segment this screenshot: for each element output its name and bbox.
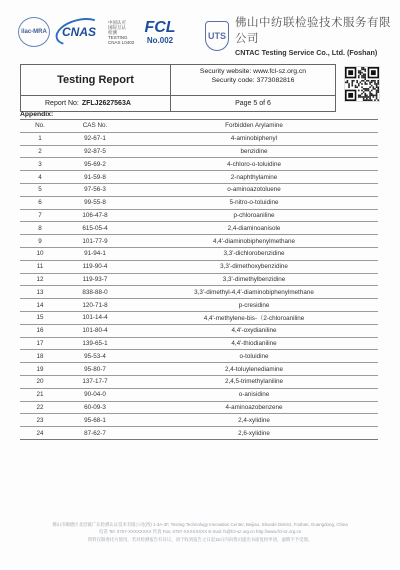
row-number: 18	[20, 350, 60, 363]
cas-number: 101-77-9	[60, 235, 130, 248]
row-number: 8	[20, 222, 60, 235]
table-row	[20, 401, 378, 414]
table-row	[20, 324, 378, 337]
footer-address: 佛山市顺德区北滘镇广东检测认证技术有限公司(西) 1-3A-3F, Testing Technology Innovation Center, Beijiao, Shunde District, Foshan, Guangdong, China	[52, 522, 348, 527]
cas-number: 60-09-3	[60, 401, 130, 414]
table-row	[20, 183, 378, 196]
cas-number: 95-68-1	[60, 414, 130, 427]
cas-number: 87-62-7	[60, 427, 130, 440]
appendix-label: Appendix:	[20, 111, 54, 118]
row-number: 16	[20, 324, 60, 337]
row-number: 9	[20, 235, 60, 248]
cas-number: 119-90-4	[60, 260, 130, 273]
company-name-block	[235, 14, 400, 57]
brand-mark-text: UTS	[208, 30, 226, 41]
table-row	[20, 222, 378, 235]
cas-number: 90-04-0	[60, 388, 130, 401]
row-number: 7	[20, 209, 60, 222]
arylamine-name: 4-aminoazobenzene	[130, 401, 378, 414]
footer-notice: 资料仅限委托方使用，若对检测报告有异议，请于收到报告之日起15日内向我司提出书面复检申请，逾期不予受理。	[87, 537, 313, 542]
row-number: 17	[20, 337, 60, 350]
report-number-label: Report No:	[45, 100, 79, 107]
ilac-mra-logo	[18, 17, 50, 47]
table-row	[20, 414, 378, 427]
arylamine-name: 2,4-toluylenediamine	[130, 363, 378, 376]
table-row	[20, 260, 378, 273]
arylamine-name: o-aminoazotoluene	[130, 183, 378, 196]
arylamine-name: 2,4-diaminoanisole	[130, 222, 378, 235]
arylamine-name: 3,3'-dimethoxybenzidine	[130, 260, 378, 273]
page-indicator: Page 5 of 6	[235, 100, 271, 107]
arylamine-name: 4,4'-oxydianiline	[130, 324, 378, 337]
table-row	[20, 273, 378, 286]
table-row	[20, 427, 378, 440]
cas-number: 106-47-8	[60, 209, 130, 222]
row-number: 15	[20, 311, 60, 324]
table-row	[20, 235, 378, 248]
arylamine-name: benzidine	[130, 145, 378, 158]
row-number: 23	[20, 414, 60, 427]
report-number	[21, 96, 171, 111]
arylamine-name: 4,4'-methylene-bis-（2-chloroaniline	[130, 311, 378, 324]
col-header-no: No.	[20, 120, 60, 133]
report-header-table	[20, 64, 336, 112]
report-number-row	[21, 95, 335, 111]
company-name-cn: 佛山中纺联检验技术服务有限公司	[235, 17, 391, 45]
cnas-sub-line: 中国认可	[108, 19, 126, 25]
fcl-number: No.002	[146, 35, 174, 45]
cas-number: 615-05-4	[60, 222, 130, 235]
ilac-text: ilac-MRA	[21, 29, 47, 35]
cnas-subtext	[108, 17, 138, 47]
accreditation-logos	[18, 12, 179, 52]
arylamine-name: 2,6-xylidine	[130, 427, 378, 440]
cas-number: 119-93-7	[60, 273, 130, 286]
cas-number: 99-55-8	[60, 196, 130, 209]
cas-number: 101-80-4	[60, 324, 130, 337]
table-row	[20, 209, 378, 222]
security-code: Security code: 3773082816	[211, 77, 295, 84]
arylamine-name: 2,4,5-trimethylaniline	[130, 375, 378, 388]
table-row	[20, 311, 378, 324]
table-row	[20, 145, 378, 158]
row-number: 11	[20, 260, 60, 273]
table-row	[20, 375, 378, 388]
table-row	[20, 171, 378, 184]
cnas-logo	[53, 17, 105, 47]
qr-code-icon	[344, 66, 380, 102]
arylamine-name: 2,4-xylidine	[130, 414, 378, 427]
cnas-sub-line: 检测	[108, 29, 117, 35]
row-number: 12	[20, 273, 60, 286]
table-row	[20, 350, 378, 363]
row-number: 13	[20, 286, 60, 299]
table-row	[20, 286, 378, 299]
appendix-body	[20, 132, 378, 439]
cnas-text: CNAS	[61, 25, 96, 39]
cas-number: 92-67-1	[60, 132, 130, 145]
fcl-logo	[141, 17, 179, 47]
page-footer	[0, 521, 400, 543]
cas-number: 95-69-2	[60, 158, 130, 171]
table-row	[20, 196, 378, 209]
row-number: 1	[20, 132, 60, 145]
arylamine-name: 4-chloro-o-toluidine	[130, 158, 378, 171]
company-brand	[205, 14, 400, 57]
cnas-sub-line: CNAS L0402	[108, 39, 135, 45]
row-number: 3	[20, 158, 60, 171]
company-shield-icon	[205, 21, 229, 51]
arylamine-name: 3,3'-dichlorobenzidine	[130, 247, 378, 260]
cas-number: 91-59-8	[60, 171, 130, 184]
table-row	[20, 158, 378, 171]
row-number: 20	[20, 375, 60, 388]
table-row	[20, 363, 378, 376]
appendix-header-row	[20, 120, 378, 133]
row-number: 6	[20, 196, 60, 209]
table-row	[20, 247, 378, 260]
row-number: 22	[20, 401, 60, 414]
cas-number: 95-53-4	[60, 350, 130, 363]
table-row	[20, 337, 378, 350]
row-number: 10	[20, 247, 60, 260]
cas-number: 139-65-1	[60, 337, 130, 350]
table-row	[20, 388, 378, 401]
arylamine-name: o-toluidine	[130, 350, 378, 363]
cas-number: 838-88-0	[60, 286, 130, 299]
arylamine-name: 4,4'-diaminobiphenylmethane	[130, 235, 378, 248]
cas-number: 91-94-1	[60, 247, 130, 260]
arylamine-name: o-anisidine	[130, 388, 378, 401]
cas-number: 95-80-7	[60, 363, 130, 376]
report-header-row	[21, 65, 335, 95]
cnas-sub-line: 国际互认	[108, 24, 126, 30]
row-number: 19	[20, 363, 60, 376]
arylamine-name: 4,4'-thiodianiline	[130, 337, 378, 350]
arylamine-name: 5-nitro-o-toluidine	[130, 196, 378, 209]
table-row	[20, 299, 378, 312]
col-header-cas: CAS No.	[60, 120, 130, 133]
row-number: 21	[20, 388, 60, 401]
arylamine-name: 3,3'-dimethyl-4,4'-diaminobiphenylmethane	[130, 286, 378, 299]
security-info	[171, 65, 335, 95]
company-name-en: CNTAC Testing Service Co., Ltd. (Foshan)	[235, 48, 378, 57]
report-title: Testing Report	[21, 65, 171, 95]
arylamine-name: 2-naphthylamine	[130, 171, 378, 184]
table-row	[20, 132, 378, 145]
cnas-sub-line: TESTING	[108, 34, 128, 40]
row-number: 24	[20, 427, 60, 440]
row-number: 4	[20, 171, 60, 184]
arylamine-name: 3,3'-dimethylbenzidine	[130, 273, 378, 286]
arylamine-name: p-chloroaniline	[130, 209, 378, 222]
appendix-table	[20, 119, 378, 440]
cas-number: 120-71-8	[60, 299, 130, 312]
security-website: Security website: www.fcl-sz.org.cn	[199, 68, 307, 75]
arylamine-name: 4-aminobiphenyl	[130, 132, 378, 145]
report-number-value: ZFLJ2627563A	[81, 100, 131, 107]
row-number: 14	[20, 299, 60, 312]
fcl-text: FCL	[144, 18, 176, 36]
col-header-arylamine: Forbidden Arylamine	[130, 120, 378, 133]
cas-number: 92-87-5	[60, 145, 130, 158]
footer-contact: 电话 Tel: 0757-XXXXXXXX 传真 Fax: 0757-XXXXXXXX E-mail: fs@fcl-sz.org.cn http://www.fcl-sz.org.cn	[98, 529, 302, 534]
cas-number: 97-56-3	[60, 183, 130, 196]
cas-number: 137-17-7	[60, 375, 130, 388]
row-number: 5	[20, 183, 60, 196]
row-number: 2	[20, 145, 60, 158]
cas-number: 101-14-4	[60, 311, 130, 324]
arylamine-name: p-cresidine	[130, 299, 378, 312]
